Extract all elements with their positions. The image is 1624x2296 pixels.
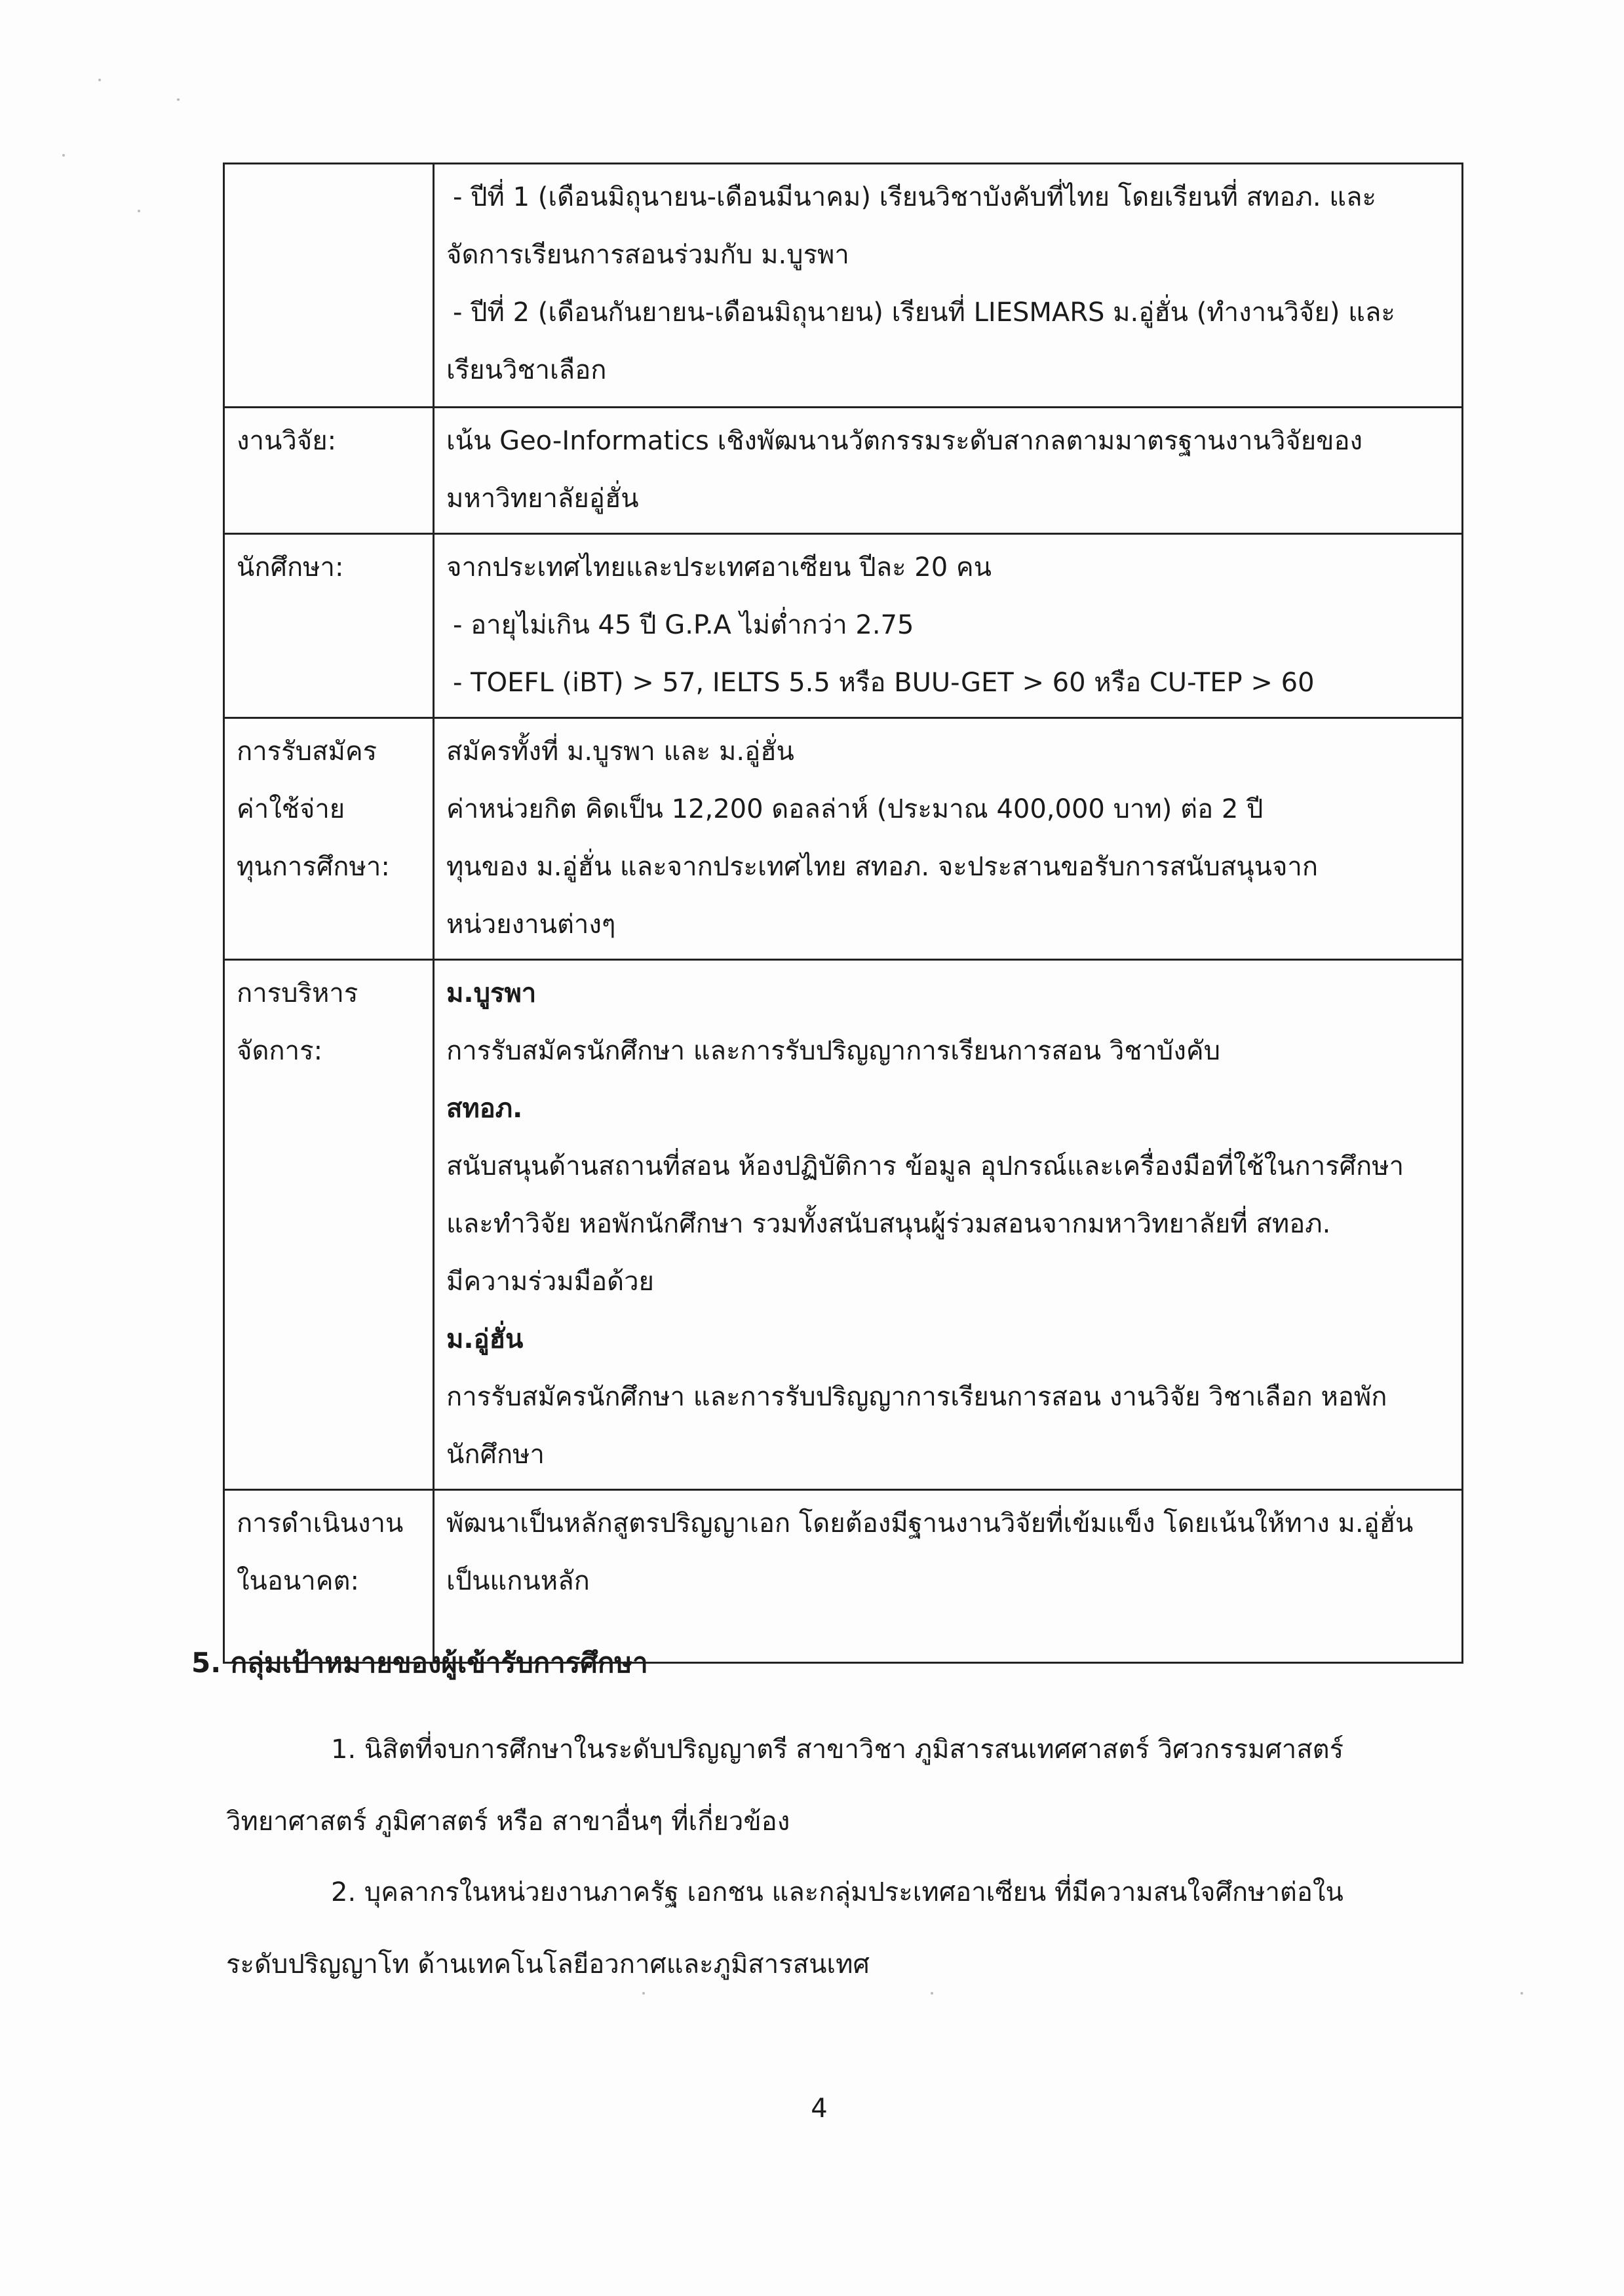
table-row	[224, 164, 1463, 408]
scan-speck	[1520, 1992, 1523, 1995]
table-line: การรับสมัครนักศึกษา และการรับปริญญาการเรียนการสอน งานวิจัย วิชาเลือก หอพัก	[446, 1382, 1387, 1412]
row-label-cell	[224, 1490, 434, 1663]
row-content-cell	[434, 164, 1463, 408]
row-label: นักศึกษา:	[237, 552, 344, 583]
table-row	[224, 960, 1463, 1490]
page-number: 4	[811, 2094, 828, 2124]
row-label-cell	[224, 408, 434, 534]
row-content-cell	[434, 960, 1463, 1490]
row-label-cell	[224, 960, 434, 1490]
scan-speck	[138, 210, 140, 212]
table-line: มีความร่วมมือด้วย	[446, 1267, 654, 1297]
row-content-cell	[434, 408, 1463, 534]
scan-speck	[62, 154, 65, 157]
table-line: หน่วยงานต่างๆ	[446, 909, 616, 940]
subheading-burapha: ม.บูรพา	[446, 978, 537, 1008]
row-label: ในอนาคต:	[237, 1566, 359, 1596]
subheading-gistda: สทอภ.	[446, 1094, 523, 1124]
row-label: การบริหาร	[237, 978, 358, 1008]
scan-speck	[98, 79, 101, 81]
list-item	[226, 1713, 1445, 1858]
table-line: สมัครทั้งที่ ม.บูรพา และ ม.อู่ฮั่น	[446, 737, 794, 767]
list-item-continuation: ระดับปริญญาโท ด้านเทคโนโลยีอวกาศและภูมิสารสนเทศ	[226, 1949, 870, 1980]
list-item-continuation: วิทยาศาสตร์ ภูมิศาสตร์ หรือ สาขาอื่นๆ ที่เกี่ยวข้อง	[226, 1807, 790, 1837]
row-label: ค่าใช้จ่าย	[237, 794, 345, 824]
table-line: สนับสนุนด้านสถานที่สอน ห้องปฏิบัติการ ข้อมูล อุปกรณ์และเครื่องมือที่ใช้ในการศึกษา	[446, 1151, 1404, 1181]
row-content-cell	[434, 534, 1463, 718]
table-line: มหาวิทยาลัยอู่ฮั่น	[446, 484, 639, 514]
row-label-cell	[224, 164, 434, 408]
table-line: เรียนวิชาเลือก	[446, 355, 607, 385]
table-line: นักศึกษา	[446, 1440, 545, 1470]
program-info-table	[223, 163, 1463, 1664]
table-line: - อายุไม่เกิน 45 ปี G.P.A ไม่ต่ำกว่า 2.75	[453, 610, 914, 640]
row-label: การดำเนินงาน	[237, 1508, 404, 1539]
row-content-cell	[434, 718, 1463, 960]
row-label-cell	[224, 718, 434, 960]
table-line: ค่าหน่วยกิต คิดเป็น 12,200 ดอลล่าห์ (ประมาณ 400,000 บาท) ต่อ 2 ปี	[446, 794, 1264, 824]
scan-speck	[177, 98, 180, 101]
table-row	[224, 408, 1463, 534]
row-label: จัดการ:	[237, 1036, 323, 1066]
table-line: เน้น Geo-Informatics เชิงพัฒนานวัตกรรมระดับสากลตามมาตรฐานงานวิจัยของ	[446, 426, 1363, 456]
row-content-cell	[434, 1490, 1463, 1663]
table-line: - ปีที่ 2 (เดือนกันยายน-เดือนมิถุนายน) เรียนที่ LIESMARS ม.อู่ฮั่น (ทำงานวิจัย) และ	[453, 297, 1395, 328]
section-5-heading: 5. กลุ่มเป้าหมายของผู้เข้ารับการศึกษา	[191, 1647, 648, 1679]
table-row	[224, 1490, 1463, 1663]
table-line: การรับสมัครนักศึกษา และการรับปริญญาการเรียนการสอน วิชาบังคับ	[446, 1036, 1220, 1066]
list-item-first-line: 2. บุคลากรในหน่วยงานภาครัฐ เอกชน และกลุ่มประเทศอาเซียน ที่มีความสนใจศึกษาต่อใน	[331, 1877, 1344, 1907]
table-line: ทุนของ ม.อู่ฮั่น และจากประเทศไทย สทอภ. จะประสานขอรับการสนับสนุนจาก	[446, 852, 1319, 882]
table-line: เป็นแกนหลัก	[446, 1566, 590, 1596]
row-label: การรับสมัคร	[237, 737, 377, 767]
table-row	[224, 534, 1463, 718]
list-item	[226, 1856, 1445, 2000]
table-line: และทำวิจัย หอพักนักศึกษา รวมทั้งสนับสนุนผู้ร่วมสอนจากมหาวิทยาลัยที่ สทอภ.	[446, 1209, 1331, 1239]
table-line: พัฒนาเป็นหลักสูตรปริญญาเอก โดยต้องมีฐานงานวิจัยที่เข้มแข็ง โดยเน้นให้ทาง ม.อู่ฮั่น	[446, 1508, 1414, 1539]
table-line: จัดการเรียนการสอนร่วมกับ ม.บูรพา	[446, 240, 849, 270]
row-label: ทุนการศึกษา:	[237, 852, 390, 882]
row-label: งานวิจัย:	[237, 426, 337, 456]
table-row	[224, 718, 1463, 960]
row-label-cell	[224, 534, 434, 718]
table-line: - ปีที่ 1 (เดือนมิถุนายน-เดือนมีนาคม) เรียนวิชาบังคับที่ไทย โดยเรียนที่ สทอภ. และ	[453, 182, 1377, 212]
table-line: - TOEFL (iBT) > 57, IELTS 5.5 หรือ BUU-GET > 60 หรือ CU-TEP > 60	[453, 668, 1315, 698]
subheading-wuhan: ม.อู่ฮั่น	[446, 1324, 524, 1354]
list-item-first-line: 1. นิสิตที่จบการศึกษาในระดับปริญญาตรี สาขาวิชา ภูมิสารสนเทศศาสตร์ วิศวกรรมศาสตร์	[331, 1734, 1344, 1765]
table-line: จากประเทศไทยและประเทศอาเซียน ปีละ 20 คน	[446, 552, 992, 583]
